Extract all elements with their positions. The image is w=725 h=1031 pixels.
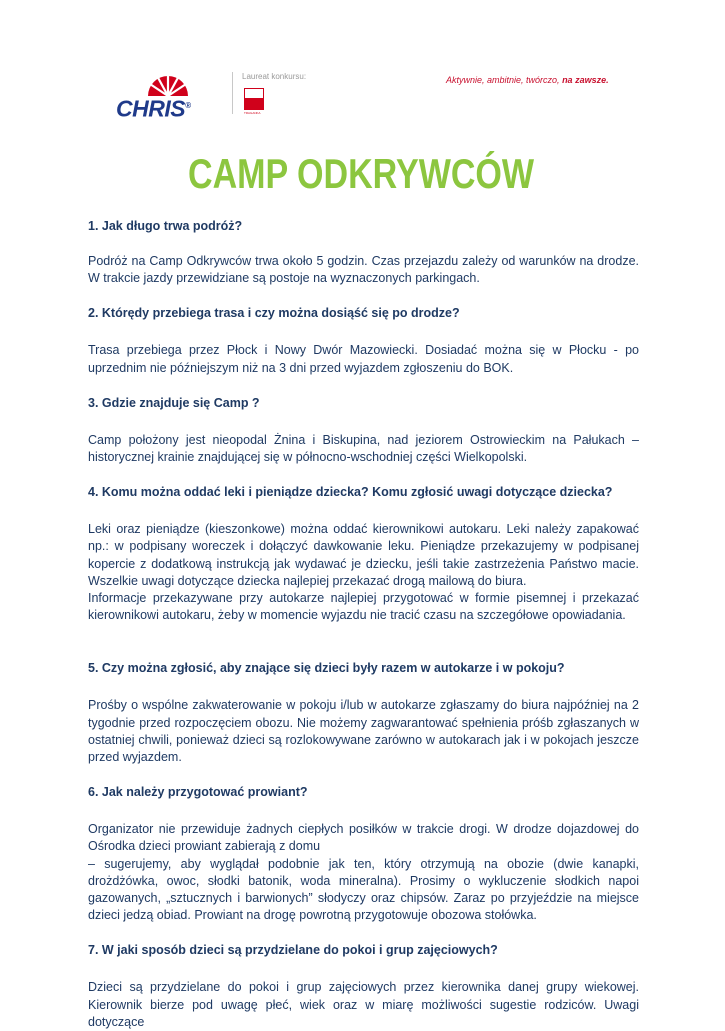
faq-content (88, 218, 639, 1031)
chris-arc-icon (146, 70, 190, 96)
chris-wordmark: CHRIS® (116, 95, 191, 122)
faq-question: 7. W jaki sposób dzieci są przydzielane do pokoi i grup zajęciowych? (88, 943, 498, 958)
faq-answer: Informacje przekazywane przy autokarze najlepiej przygotować w formie pisemnej i przekazać kierownikowi autokaru, żeby w momencie wyjazdu nie tracić czasu na szczegółowe opowiadania. (88, 591, 639, 623)
camp-title-svg (186, 148, 615, 198)
faq-question: 1. Jak długo trwa podróż? (88, 219, 243, 233)
faq-answer: Organizator nie przewiduje żadnych ciepłych posiłków w trakcie drogi. W drodze dojazdowej do Ośrodka dzieci prowiant zabierają z domu (88, 822, 639, 854)
faq-answer: Podróż na Camp Odkrywców trwa około 5 godzin. Czas przejazdu zależy od warunków na drodze. W trakcie jazdy przewidziane są postoje na wyznaczonych parkingach. (88, 254, 639, 286)
header-divider (232, 72, 233, 114)
faq-question: 4. Komu można oddać leki i pieniądze dziecka? Komu zgłosić uwagi dotyczące dziecka? (88, 485, 613, 500)
faq-question: 5. Czy można zgłosić, aby znające się dzieci były razem w autokarze i w pokoju? (88, 661, 565, 676)
faq-question: 2. Którędy przebiega trasa i czy można dosiąść się po drodze? (88, 306, 460, 321)
faq-answer: Trasa przebiega przez Płock i Nowy Dwór Mazowiecki. Dosiadać można się w Płocku - po uprzednim nie późniejszym niż na 3 dni przed wyjazdem zgłoszeniu do BOK. (88, 343, 639, 375)
faq-answer: Prośby o wspólne zakwaterowanie w pokoju i/lub w autokarze zgłaszamy do biura najpóźniej na 2 tygodnie przed rozpoczęciem obozu. Nie możemy zagwarantować spełnienia próśb zgłaszanych w ostatniej chwili, ponieważ dzieci są rozlokowywane zarówno w autokarach jak i w pokojach jeszcze przed wyjazdem. (88, 698, 639, 765)
page-header (0, 0, 725, 130)
faq-question: 3. Gdzie znajduje się Camp ? (88, 395, 260, 410)
faq-answer: – sugerujemy, aby wyglądał podobnie jak ten, który otrzymują na obozie (dwie kanapki, drożdżówka, owoc, słodki batonik, woda mineralna). Prosimy o wykluczenie słodkich napoi gazowanych, „sztucznych i barwionych” słodyczy oraz chipsów. Zaraz po przyjeździe na miejsce dzieci jedzą obiad. Prowiant na drogę powrotną przygotowuje obozowa stołówka. (88, 856, 639, 923)
camp-title (186, 148, 615, 198)
award-badge-icon (244, 88, 264, 110)
camp-title-text: CAMP ODKRYWCÓW (188, 150, 615, 197)
slogan: Aktywnie, ambitnie, twórczo, na zawsze. (446, 75, 609, 85)
laureat-label: Laureat konkursu: (242, 72, 307, 81)
faq-question: 6. Jak należy przygotować prowiant? (88, 785, 308, 800)
award-caption: TRAGANKA (244, 111, 261, 115)
faq-answer: Dzieci są przydzielane do pokoi i grup zajęciowych przez kierownika danej grupy wiekowej. Kierownik bierze pod uwagę płeć, wiek oraz w miarę możliwości sugestie rodziców. Uwagi dotyczące (88, 980, 639, 1029)
faq-answer: Leki oraz pieniądze (kieszonkowe) można oddać kierownikowi autokaru. Leki należy zapakować np.: w podpisany woreczek i dołączyć dawkowanie leku. Pieniądze przekazujemy w podpisanej kopercie z dodatkową instrukcją jak wydawać je dziecku, jeśli takie zastrzeżenia Państwo macie. Wszelkie uwagi dotyczące dziecka najlepiej przekazać drogą mailową do biura. (88, 522, 639, 588)
chris-logo (116, 70, 220, 120)
faq-answer: Camp położony jest nieopodal Żnina i Biskupina, nad jeziorem Ostrowieckim na Pałukach – historycznej krainie znajdującej się w północno-wschodniej części Wielkopolski. (88, 432, 639, 465)
